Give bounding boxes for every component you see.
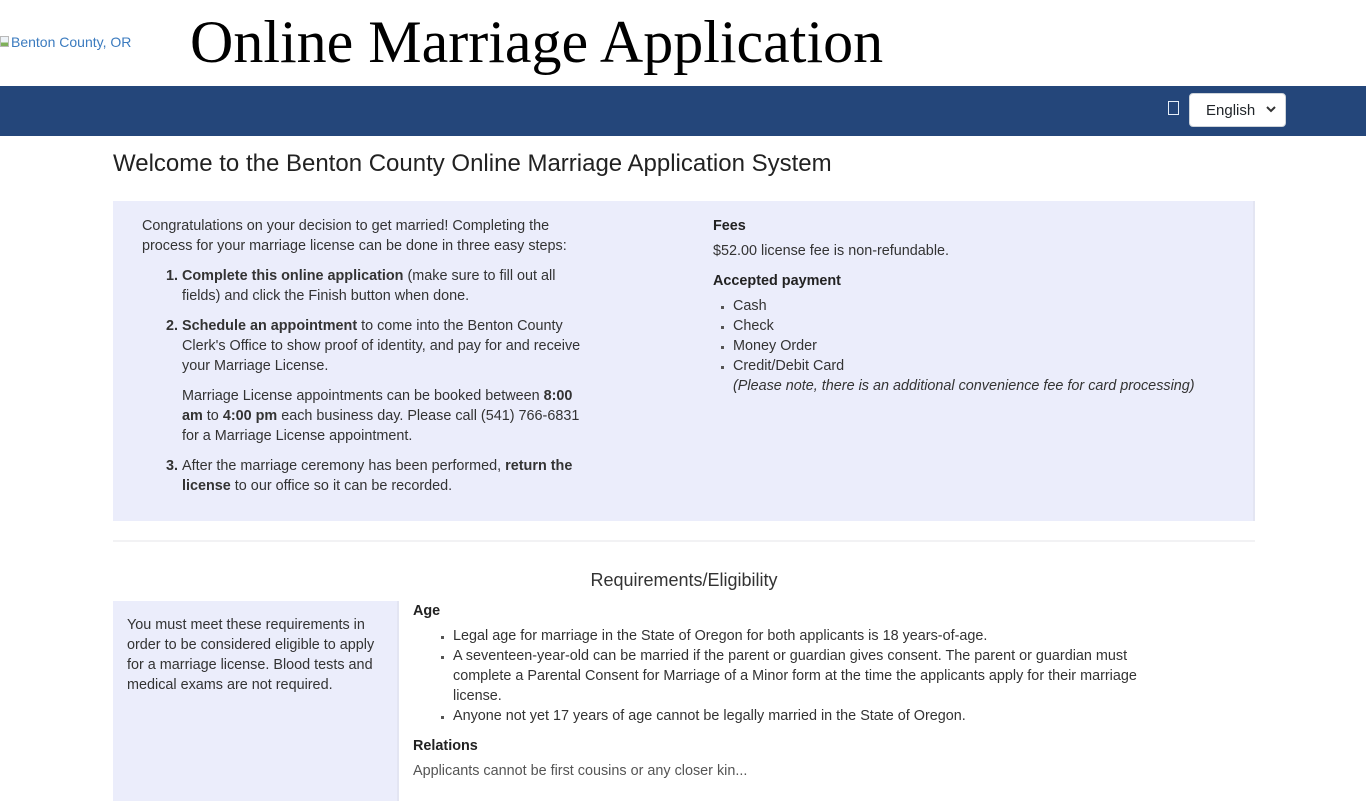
- fees-section: [713, 216, 1233, 396]
- intro-lead: Congratulations on your decision to get married! Completing the process for your marriage license can be done in three easy steps:: [142, 218, 567, 254]
- step-title: Complete this online application: [182, 268, 404, 284]
- note-text: Marriage License appointments can be booked between: [182, 388, 544, 404]
- fees-heading: Fees: [713, 218, 746, 234]
- card-fee-note: (Please note, there is an additional convenience fee for card processing): [733, 378, 1195, 394]
- payment-method-label: Credit/Debit Card: [733, 358, 845, 374]
- relations-heading: Relations: [413, 738, 478, 754]
- start-time: 8:00 am: [182, 388, 573, 424]
- requirements-title: Requirements/Eligibility: [590, 570, 778, 590]
- age-heading: Age: [413, 603, 441, 619]
- payment-method: ▪ Cash: [733, 296, 1233, 316]
- language-select-value: English: [1206, 101, 1256, 119]
- fees-text: $52.00 license fee is non-refundable.: [713, 243, 950, 259]
- payment-method: ▪ Money Order: [733, 336, 1233, 356]
- site-title: Online Marriage Application: [190, 9, 884, 75]
- section-divider: [113, 540, 1255, 542]
- appointment-hours-note: [182, 386, 582, 446]
- step-text: to come into the Benton County Clerk's Office to show proof of identity, and pay for and receive your Marriage License.: [182, 318, 581, 374]
- requirements-intro-panel: [113, 601, 399, 801]
- end-time: 4:00 pm: [222, 408, 278, 424]
- broken-image-icon: [0, 35, 10, 49]
- county-logo[interactable]: [0, 34, 131, 50]
- steps-section: [142, 216, 582, 506]
- payment-heading: Accepted payment: [713, 273, 841, 289]
- relations-text: Applicants cannot be first cousins or any closer kin...: [413, 763, 748, 779]
- logo-alt-text: Benton County, OR: [11, 34, 132, 50]
- requirements-intro: You must meet these requirements in order to be considered eligible to apply for a marriage license. Blood tests and medical exams are not required.: [127, 617, 375, 693]
- step-text: (make sure to fill out all fields) and click the Finish button when done.: [182, 268, 556, 304]
- page-title: Welcome to the Benton County Online Marriage Application System: [113, 150, 832, 177]
- age-requirement: ▪ A seventeen-year-old can be married if the parent or guardian gives consent. The parent or guardian must complete a Parental Consent for Marriage of a Minor form at the time the applicants apply for their marriage license.: [453, 646, 1143, 706]
- step-item: [182, 316, 582, 446]
- payment-method: ▪ Check: [733, 316, 1233, 336]
- step-item: [182, 456, 582, 496]
- nav-toggle-checkbox[interactable]: [1168, 101, 1179, 115]
- note-text: each business day. Please call (541) 766-6831 for a Marriage License appointment.: [182, 408, 580, 444]
- language-select[interactable]: [1189, 93, 1286, 127]
- note-text: to: [202, 408, 223, 424]
- step-title: Schedule an appointment: [182, 318, 358, 334]
- age-requirements-list: [413, 626, 1143, 726]
- age-requirement: ▪ Legal age for marriage in the State of Oregon for both applicants is 18 years-of-age.: [453, 626, 1143, 646]
- step-text: to our office so it can be recorded.: [230, 478, 453, 494]
- navbar: [0, 86, 1366, 136]
- payment-methods-list: [713, 296, 1233, 396]
- step-item: [182, 266, 582, 306]
- step-title: return the license: [182, 458, 573, 494]
- payment-method: [733, 356, 1233, 396]
- intro-panel: [113, 201, 1255, 521]
- site-header: [0, 0, 1366, 86]
- step-text: After the marriage ceremony has been performed,: [182, 458, 506, 474]
- age-requirement: ▪ Anyone not yet 17 years of age cannot be legally married in the State of Oregon.: [453, 706, 1143, 726]
- steps-list: [142, 266, 582, 496]
- chevron-down-icon: [1265, 103, 1277, 115]
- requirements-details: [413, 601, 1143, 781]
